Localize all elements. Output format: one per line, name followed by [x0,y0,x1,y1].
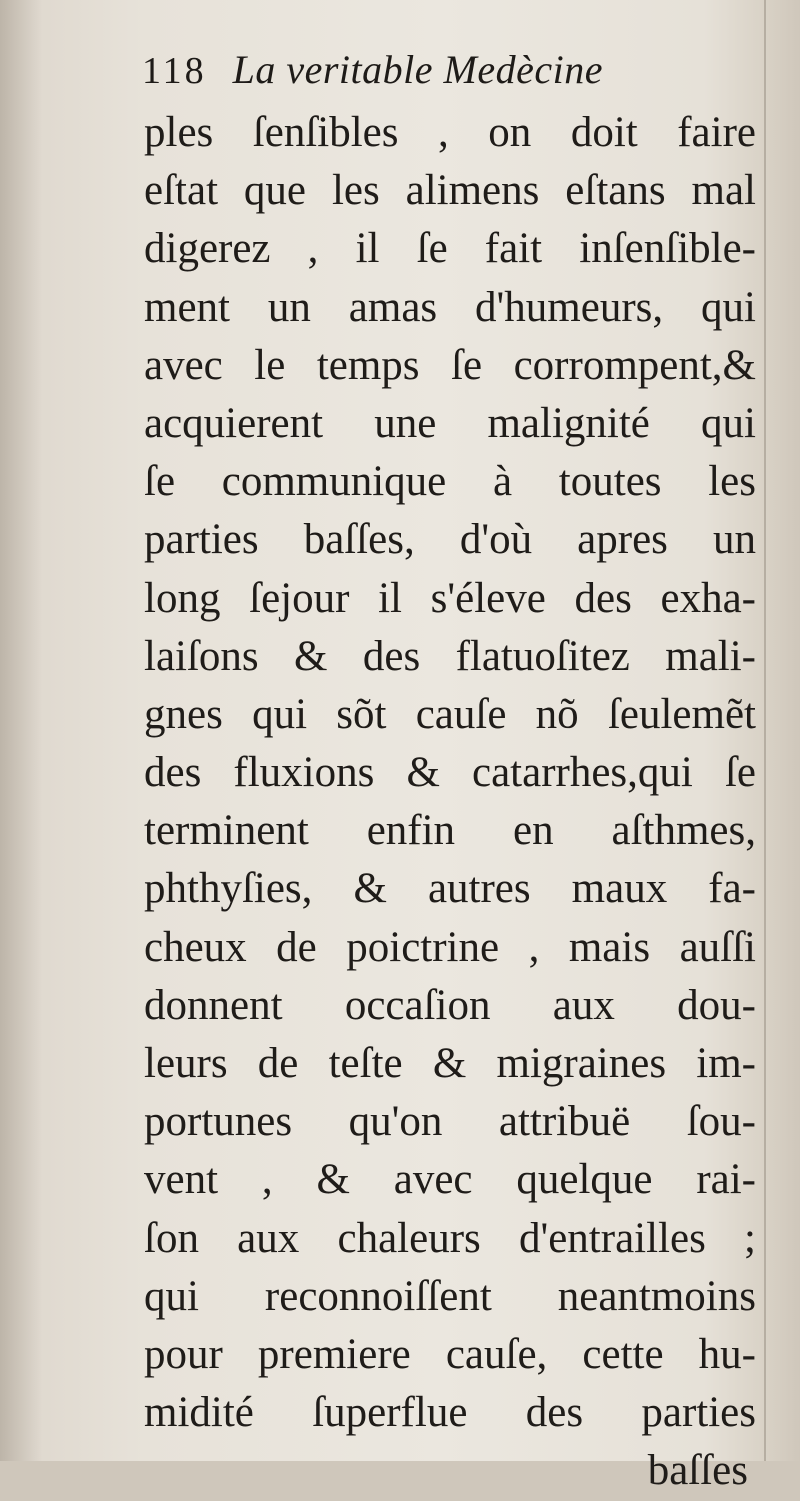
page-header [142,46,603,104]
text-line: ples ſenſibles , on doit faire [144,109,756,156]
text-line: vent , & avec quelque rai- [144,1156,756,1204]
running-title: La veritable Medècine [232,47,603,92]
text-line: parties baſſes, d'où apres un [144,516,756,564]
text-line: terminent enfin en aſthmes, [144,807,756,855]
text-line: des fluxions & catarrhes,qui ſe [144,749,756,797]
text-line: portunes qu'on attribuë ſou- [144,1098,756,1146]
page-number: 118 [142,50,207,92]
text-line: acquierent une malignité qui [144,399,756,447]
catchword: baſſes [647,1447,748,1495]
text-line: long ſejour il s'éleve des exha- [144,574,756,622]
text-line: donnent occaſion aux dou- [144,981,756,1029]
text-line: eſtat que les alimens eſtans mal [144,167,756,215]
text-line: laiſons & des flatuoſitez mali- [144,632,756,680]
text-line: avec le temps ſe corrompent,& [144,341,756,389]
text-line: ſe communique à toutes les [144,458,756,506]
text-line: midité ſuperflue des parties [144,1389,756,1437]
text-line: gnes qui sõt cauſe nõ ſeulemẽt [144,690,756,738]
text-line: digerez , il ſe fait inſenſible- [144,225,756,273]
text-line: qui reconnoiſſent neantmoins [144,1272,756,1320]
text-line: cheux de poictrine , mais auſſi [144,923,756,971]
text-line: ſon aux chaleurs d'entrailles ; [144,1214,756,1262]
body-text [144,104,756,1501]
text-line: leurs de teſte & migraines im- [144,1040,756,1087]
text-line: ment un amas d'humeurs, qui [144,283,756,331]
text-line: pour premiere cauſe, cette hu- [144,1330,756,1378]
text-line: phthyſies, & autres maux fa- [144,865,756,913]
